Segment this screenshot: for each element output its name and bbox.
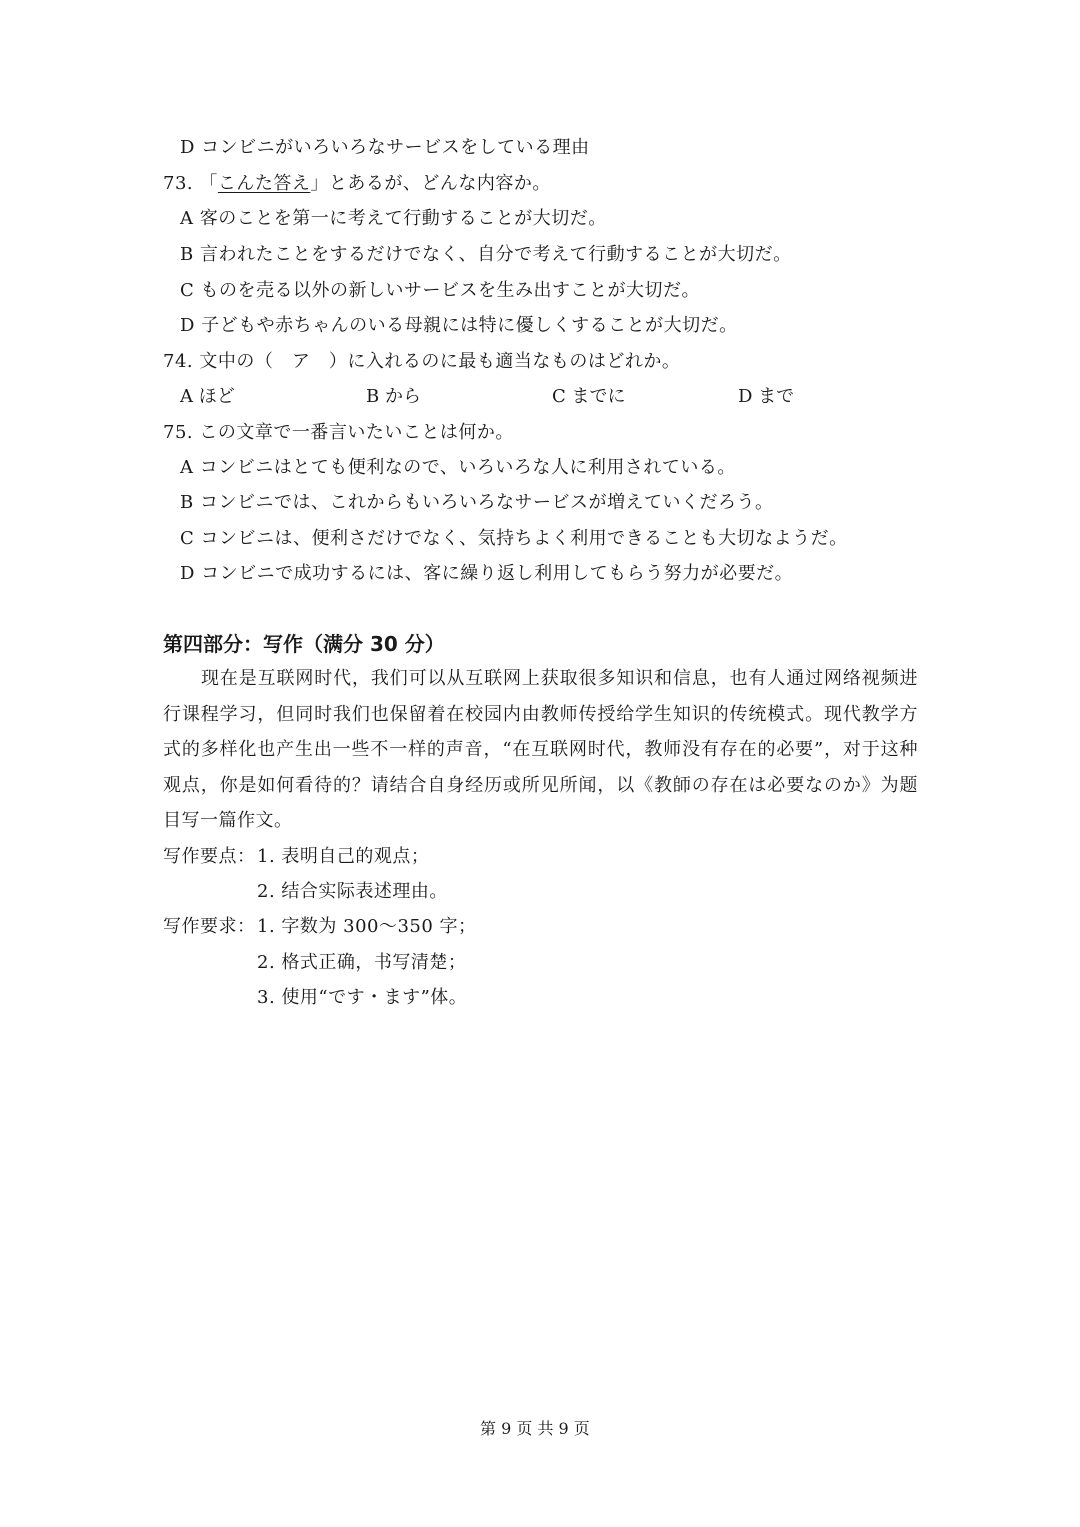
q73-question <box>163 171 551 197</box>
writing-requirement-3: 3. 使用“です・ます”体。 <box>257 987 468 1008</box>
page-number-footer: 第 9 页 共 9 页 <box>480 1419 590 1438</box>
writing-requirements-label: 写作要求： <box>163 916 256 937</box>
writing-requirement-2: 2. 格式正确，书写清楚； <box>257 952 467 973</box>
q74-question: 74. 文中の（ ア ）に入れるのに最も適当なものはどれか。 <box>163 351 681 372</box>
q73-open-quote: 「 <box>199 173 218 194</box>
writing-requirement-1: 1. 字数为 300～350 字； <box>257 916 477 937</box>
q75-question: 75. この文章で一番言いたいことは何か。 <box>163 422 514 443</box>
q73-rest: 」とあるが、どんな内容か。 <box>310 173 551 194</box>
q75-option-d: D コンビニで成功するには、客に繰り返し利用してもらう努力が必要だ。 <box>180 563 794 584</box>
q74-option-a: A ほど <box>180 386 235 407</box>
q75-option-a: A コンビニはとても便利なので、いろいろな人に利用されている。 <box>180 457 736 478</box>
q73-option-b: B 言われたことをするだけでなく、自分で考えて行動することが大切だ。 <box>180 244 792 265</box>
section4-heading: 第四部分：写作（满分 30 分） <box>163 632 445 656</box>
writing-points-label: 写作要点： <box>163 846 256 867</box>
q73-option-a: A 客のことを第一に考えて行動することが大切だ。 <box>180 208 607 229</box>
q73-quoted-phrase: こんた答え <box>217 173 311 194</box>
q73-option-d: D 子どもや赤ちゃんのいる母親には特に優しくすることが大切だ。 <box>180 315 738 336</box>
q75-option-b: B コンビニでは、これからもいろいろなサービスが増えていくだろう。 <box>180 492 774 513</box>
writing-point-2: 2. 结合实际表述理由。 <box>257 881 448 902</box>
section4-prompt: 现在是互联网时代，我们可以从互联网上获取很多知识和信息，也有人通过网络视频进行课程学习，但同时我们也保留着在校园内由教师传授给学生知识的传统模式。现代教学方式的多样化也产生出一些不一样的声音，“在互联网时代，教师没有存在的必要”，对于这种观点，你是如何看待的？请结合自身经历或所见所闻，以《教師の存在は必要なのか》为题目写一篇作文。 <box>163 668 918 831</box>
writing-point-1: 1. 表明自己的观点； <box>257 846 430 867</box>
q74-option-c: C までに <box>552 386 626 407</box>
q74-option-d: D まで <box>738 386 795 407</box>
q75-option-c: C コンビニは、便利さだけでなく、気持ちよく利用できることも大切なようだ。 <box>180 528 848 549</box>
q73-option-c: C ものを売る以外の新しいサービスを生み出すことが大切だ。 <box>180 280 700 301</box>
q74-option-b: B から <box>366 386 421 407</box>
q73-number: 73. <box>163 173 194 194</box>
q72-option-d: D コンビニがいろいろなサービスをしている理由 <box>180 137 590 158</box>
